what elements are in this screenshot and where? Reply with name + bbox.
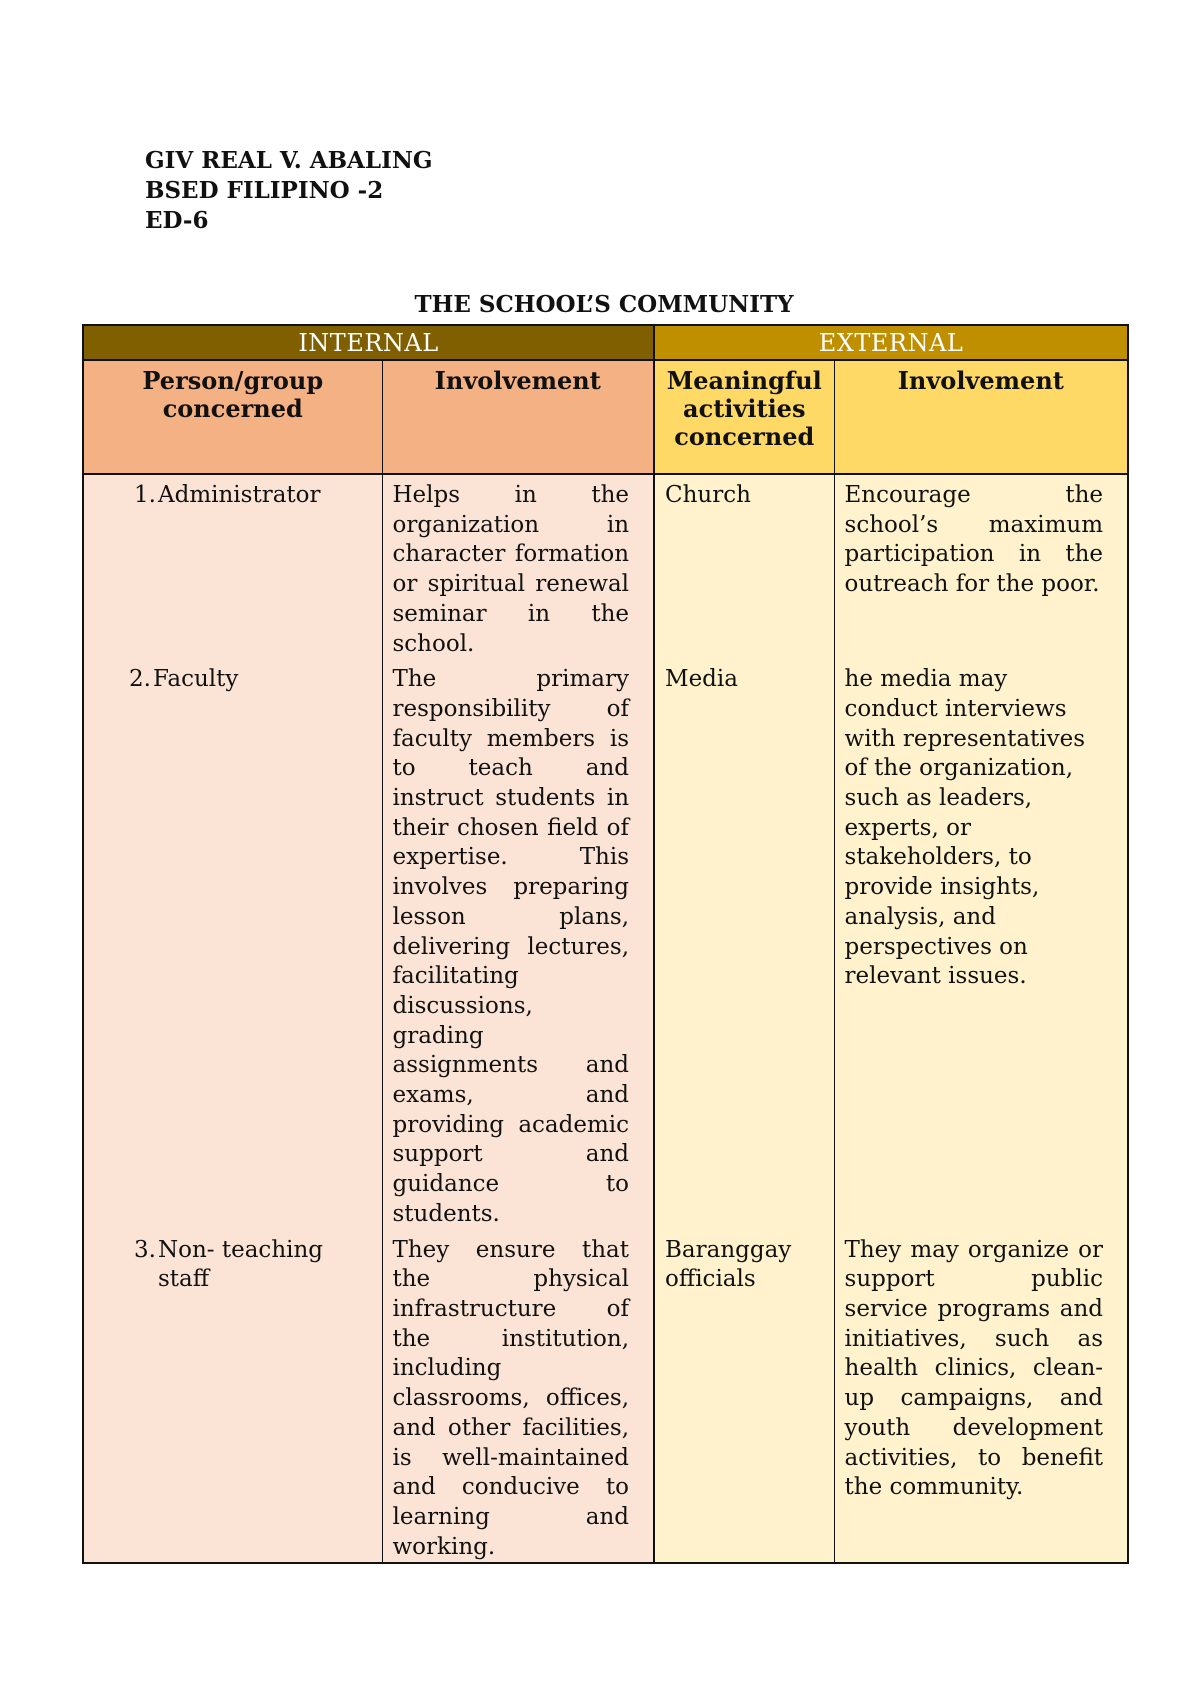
external-involvement-text: he media may conduct interviews with representatives of the organization, such as leaders, experts, or stakeholders, to provide insights, analysis, and perspectives on relevant issues. bbox=[844, 666, 1086, 990]
internal-involvement-cell bbox=[382, 1230, 654, 1564]
table-row bbox=[83, 1230, 1128, 1564]
external-involvement-column-header bbox=[834, 360, 1128, 474]
external-involvement-cell bbox=[834, 659, 1128, 1229]
activity-cell bbox=[654, 1230, 834, 1564]
person-header-line-2: concerned bbox=[162, 394, 303, 423]
internal-involvement-cell bbox=[382, 659, 654, 1229]
external-group-header: EXTERNAL bbox=[654, 325, 1128, 360]
table-row bbox=[83, 474, 1128, 659]
person-cell bbox=[83, 474, 382, 659]
internal-involvement-text: Helps in the organization in character formation or spiritual renewal seminar in the school. bbox=[392, 482, 630, 657]
activity-text: Media bbox=[665, 666, 738, 693]
internal-involvement-cell bbox=[382, 474, 654, 659]
person-name-continued: staff bbox=[158, 1266, 210, 1293]
external-involvement-cell bbox=[834, 1230, 1128, 1564]
activities-header-line-2: activities bbox=[683, 394, 806, 423]
table-row bbox=[83, 659, 1128, 1229]
student-info bbox=[145, 146, 433, 236]
group-header-row bbox=[83, 325, 1128, 360]
internal-involvement-text: They ensure that the physical infrastructure of the institution, including classrooms, offices, and other facilities, is well-maintained and conducive to learning and working. bbox=[392, 1236, 630, 1560]
person-cell bbox=[83, 1230, 382, 1564]
internal-involvement-text: The primary responsibility of faculty members is to teach and instruct students in their chosen field of expertise. This involves preparing lesson plans, delivering lectures, facilitating discussions, grading assignments and exams, and providing academic support and guidance to students. bbox=[392, 666, 630, 1227]
activity-text: Baranggay officials bbox=[665, 1236, 792, 1293]
external-involvement-text: They may organize or support public service programs and initiatives, such as health clinics, clean-up campaigns, and youth development activities, to benefit the community. bbox=[844, 1236, 1104, 1501]
column-header-row bbox=[83, 360, 1128, 474]
person-cell bbox=[83, 659, 382, 1229]
row-number: 1. bbox=[134, 482, 156, 508]
person-header-line-1: Person/group bbox=[142, 366, 324, 395]
row-number: 2. bbox=[129, 666, 151, 693]
person-group-column-header bbox=[83, 360, 382, 474]
subject-code: ED-6 bbox=[145, 207, 209, 234]
external-involvement-cell bbox=[834, 474, 1128, 659]
activities-column-header bbox=[654, 360, 834, 474]
school-community-table bbox=[82, 324, 1129, 1564]
student-course: BSED FILIPINO -2 bbox=[145, 177, 384, 204]
document-title: THE SCHOOL’S COMMUNITY bbox=[414, 291, 794, 318]
person-name: Non- teaching bbox=[158, 1236, 324, 1263]
internal-group-header: INTERNAL bbox=[83, 325, 654, 360]
person-name: Administrator bbox=[158, 482, 321, 508]
activities-header-line-1: Meaningful bbox=[666, 366, 822, 395]
row-number: 3. bbox=[134, 1236, 156, 1263]
external-involvement-header-text: Involvement bbox=[897, 366, 1064, 395]
activity-cell bbox=[654, 474, 834, 659]
person-name: Faculty bbox=[153, 666, 239, 693]
activity-text: Church bbox=[665, 482, 751, 508]
internal-involvement-header-text: Involvement bbox=[434, 366, 601, 395]
activities-header-line-3: concerned bbox=[674, 422, 815, 451]
activity-cell bbox=[654, 659, 834, 1229]
internal-involvement-column-header bbox=[382, 360, 654, 474]
external-involvement-text: Encourage the school’s maximum participation in the outreach for the poor. bbox=[844, 482, 1104, 598]
student-name: GIV REAL V. ABALING bbox=[145, 147, 433, 174]
